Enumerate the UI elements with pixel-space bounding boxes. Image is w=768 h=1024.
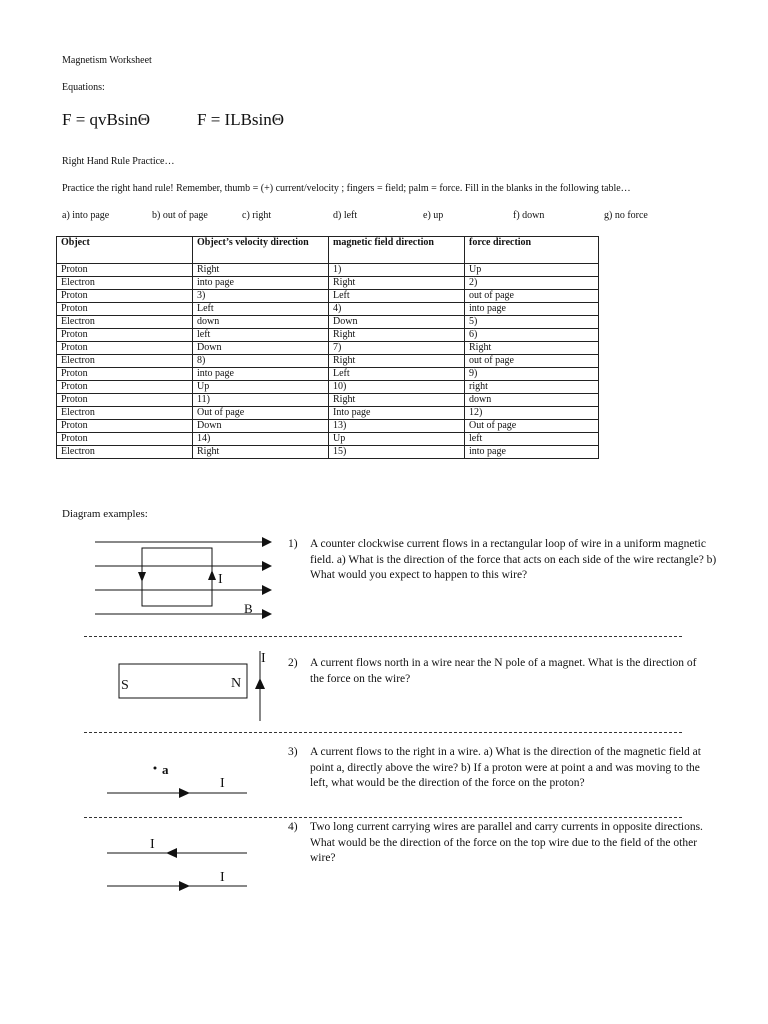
cell-field: Left [329, 368, 465, 381]
cell-field: Left [329, 290, 465, 303]
cell-field: 13) [329, 420, 465, 433]
option-into-page: a) into page [62, 210, 110, 221]
cell-velocity: 3) [193, 290, 329, 303]
header-velocity: Object’s velocity direction [193, 237, 329, 264]
section-divider [84, 636, 682, 637]
cell-velocity: Down [193, 420, 329, 433]
top-wire-left-arrow-icon [166, 848, 177, 858]
cell-field: Right [329, 394, 465, 407]
question-number: 3) [288, 746, 298, 758]
diagram-2-magnet-wire [119, 651, 265, 721]
cell-object: Proton [57, 290, 193, 303]
option-left: d) left [333, 210, 358, 221]
field-arrow-icon [262, 537, 272, 547]
cell-velocity: left [193, 329, 329, 342]
equation-force-charge: F = qvBsinΘ [62, 110, 150, 129]
cell-object: Proton [57, 329, 193, 342]
equation-force-wire: F = ILBsinΘ [197, 110, 285, 129]
cell-field: Into page [329, 407, 465, 420]
worksheet-title: Magnetism Worksheet [62, 55, 152, 66]
cell-object: Electron [57, 277, 193, 290]
cell-object: Electron [57, 355, 193, 368]
cell-velocity: 14) [193, 433, 329, 446]
cell-field: 7) [329, 342, 465, 355]
loop-current-up-arrow-icon [208, 570, 216, 580]
cell-velocity: into page [193, 368, 329, 381]
diagram-3-wire-point [107, 767, 247, 799]
question-1 [288, 537, 718, 584]
question-number: 1) [288, 538, 298, 550]
cell-velocity: Out of page [193, 407, 329, 420]
wire-up-arrow-icon [255, 678, 265, 689]
question-text: A counter clockwise current flows in a rectangular loop of wire in a uniform magnetic field. a) What is the direction of the force that acts on each side of the wire rectangle? b) What would you expect to happen to this wire? [310, 538, 717, 581]
cell-object: Electron [57, 316, 193, 329]
diagram-heading: Diagram examples: [62, 508, 148, 520]
cell-velocity: Down [193, 342, 329, 355]
cell-object: Electron [57, 407, 193, 420]
cell-object: Proton [57, 303, 193, 316]
equations-label: Equations: [62, 82, 105, 93]
cell-field: 15) [329, 446, 465, 459]
cell-velocity: Right [193, 446, 329, 459]
north-pole-label: N [231, 676, 242, 691]
question-text: A current flows north in a wire near the N pole of a magnet. What is the direction of the force on the wire? [310, 657, 697, 685]
cell-force: into page [465, 303, 599, 316]
question-text: Two long current carrying wires are parallel and carry currents in opposite directions. What would be the direction of the force on the top wire due to the field of the other wire? [310, 821, 703, 864]
header-object: Object [57, 237, 193, 264]
wire2-current-label: I [261, 651, 266, 666]
question-2 [288, 656, 698, 687]
cell-force: out of page [465, 290, 599, 303]
cell-force: 6) [465, 329, 599, 342]
bottom-wire-right-arrow-icon [179, 881, 190, 891]
wire-right-arrow-icon [179, 788, 190, 798]
cell-velocity: 8) [193, 355, 329, 368]
cell-object: Proton [57, 381, 193, 394]
cell-object: Proton [57, 264, 193, 277]
cell-velocity: down [193, 316, 329, 329]
section-divider [84, 817, 682, 818]
cell-object: Electron [57, 446, 193, 459]
cell-force: 2) [465, 277, 599, 290]
cell-field: Right [329, 355, 465, 368]
cell-force: Right [465, 342, 599, 355]
rhr-heading: Right Hand Rule Practice… [62, 156, 175, 167]
cell-velocity: Up [193, 381, 329, 394]
option-no-force: g) no force [604, 210, 648, 221]
cell-field: Right [329, 277, 465, 290]
field-arrow-icon [262, 609, 272, 619]
cell-force: out of page [465, 355, 599, 368]
cell-field: 10) [329, 381, 465, 394]
cell-force: left [465, 433, 599, 446]
field-arrow-icon [262, 585, 272, 595]
cell-force: 9) [465, 368, 599, 381]
cell-velocity: 11) [193, 394, 329, 407]
option-down: f) down [513, 210, 545, 221]
rhr-instructions: Practice the right hand rule! Remember, thumb = (+) current/velocity ; fingers = field; palm = force. Fill in the blanks in the following table… [62, 183, 631, 194]
point-a-dot [154, 767, 157, 770]
question-3 [288, 745, 713, 792]
cell-field: Right [329, 329, 465, 342]
diagram-4-parallel-wires [107, 848, 247, 891]
cell-field: 4) [329, 303, 465, 316]
cell-velocity: Left [193, 303, 329, 316]
header-field: magnetic field direction [329, 237, 465, 264]
cell-velocity: Right [193, 264, 329, 277]
option-up: e) up [423, 210, 444, 221]
point-a-label: a [162, 762, 169, 777]
cell-force: Up [465, 264, 599, 277]
cell-object: Proton [57, 394, 193, 407]
section-divider [84, 732, 682, 733]
top-wire-current-label: I [150, 837, 155, 852]
header-force: force direction [465, 237, 599, 264]
field-arrow-icon [262, 561, 272, 571]
south-pole-label: S [121, 678, 129, 693]
question-text: A current flows to the right in a wire. a) What is the direction of the magnetic field at point a, directly above the wire? b) If a proton were at point a and was moving to the left, what would be the direction of the force on the proton? [310, 746, 701, 789]
cell-object: Proton [57, 433, 193, 446]
wire-loop [142, 548, 212, 606]
loop-current-label: I [218, 572, 223, 587]
option-right: c) right [242, 210, 272, 221]
wire3-current-label: I [220, 776, 225, 791]
cell-field: Up [329, 433, 465, 446]
cell-force: Out of page [465, 420, 599, 433]
bottom-wire-current-label: I [220, 870, 225, 885]
cell-force: down [465, 394, 599, 407]
cell-field: 1) [329, 264, 465, 277]
loop-current-down-arrow-icon [138, 572, 146, 582]
bar-magnet [119, 664, 247, 698]
cell-force: 5) [465, 316, 599, 329]
cell-force: right [465, 381, 599, 394]
question-4 [288, 820, 713, 867]
cell-velocity: into page [193, 277, 329, 290]
cell-field: Down [329, 316, 465, 329]
cell-force: into page [465, 446, 599, 459]
option-out-of-page: b) out of page [152, 210, 208, 221]
cell-object: Proton [57, 342, 193, 355]
question-number: 4) [288, 821, 298, 833]
question-number: 2) [288, 657, 298, 669]
cell-object: Proton [57, 368, 193, 381]
cell-force: 12) [465, 407, 599, 420]
field-label: B [244, 601, 253, 616]
cell-object: Proton [57, 420, 193, 433]
